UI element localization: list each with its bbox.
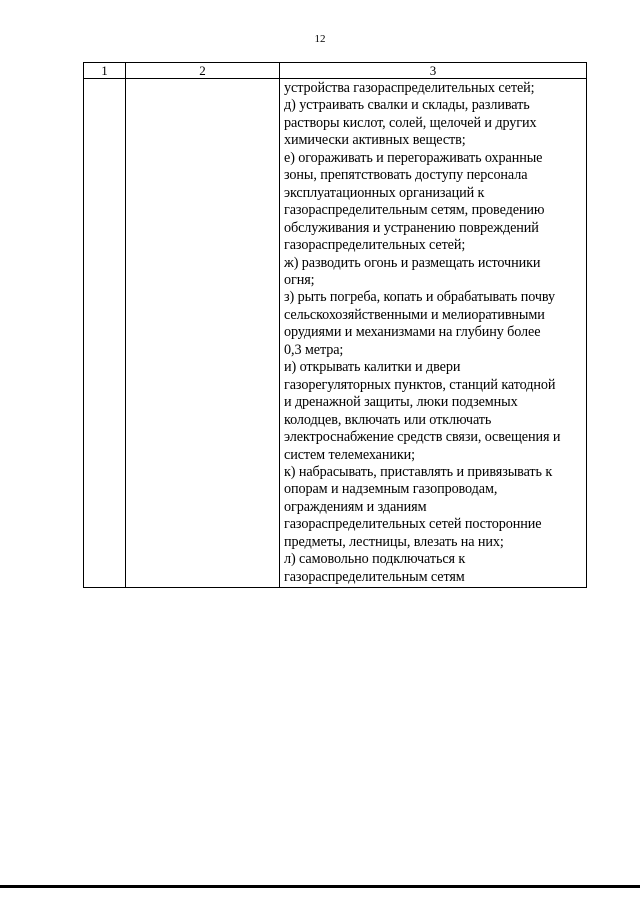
table-header-row <box>84 63 587 79</box>
text-line: зоны, препятствовать доступу персонала <box>284 167 528 184</box>
table-row <box>84 79 587 588</box>
text-line: устройства газораспределительных сетей; <box>284 80 535 96</box>
text-line: предметы, лестницы, влезать на них; <box>284 533 504 550</box>
text-line: орудиями и механизмами на глубину более <box>284 324 541 341</box>
table-cell-col1 <box>84 79 126 588</box>
text-line: огня; <box>284 271 315 288</box>
table-cell-col3 <box>280 79 587 588</box>
table-cell-col2 <box>126 79 280 588</box>
text-line: д) устраивать свалки и склады, разливать <box>284 97 530 114</box>
column-header-1: 1 <box>84 63 126 79</box>
page-number: 12 <box>314 33 326 45</box>
text-line: колодцев, включать или отключать <box>284 411 492 428</box>
text-line: ограждениям и зданиям <box>284 498 427 515</box>
text-line: обслуживания и устранению повреждений <box>284 219 539 236</box>
text-line: к) набрасывать, приставлять и привязывать к <box>284 463 553 480</box>
text-line: 0,3 метра; <box>284 341 344 358</box>
text-line: ж) разводить огонь и размещать источники <box>284 254 541 271</box>
text-line: газораспределительных сетей посторонние <box>284 516 542 533</box>
text-line: л) самовольно подключаться к <box>284 551 466 568</box>
text-line: и) открывать калитки и двери <box>284 359 461 376</box>
text-line: е) огораживать и перегораживать охранные <box>284 149 543 166</box>
text-line: з) рыть погреба, копать и обрабатывать почву <box>284 289 555 306</box>
bottom-border-line <box>0 885 640 888</box>
text-line: газораспределительных сетей; <box>284 237 466 254</box>
text-line: химически активных веществ; <box>284 132 466 149</box>
text-line: и дренажной защиты, люки подземных <box>284 394 518 411</box>
text-line: газорегуляторных пунктов, станций катодной <box>284 376 556 393</box>
column-header-2: 2 <box>126 63 280 79</box>
text-line: электроснабжение средств связи, освещения и <box>284 429 561 446</box>
text-line: газораспределительным сетям, проведению <box>284 202 545 219</box>
text-line: сельскохозяйственными и мелиоративными <box>284 306 545 323</box>
prohibitions-text <box>280 79 586 586</box>
text-line: опорам и надземным газопроводам, <box>284 481 498 498</box>
text-line: эксплуатационных организаций к <box>284 184 485 201</box>
text-line: систем телемеханики; <box>284 446 415 463</box>
text-line: растворы кислот, солей, щелочей и других <box>284 114 537 131</box>
column-header-3: 3 <box>280 63 587 79</box>
text-line: газораспределительным сетям <box>284 568 465 585</box>
document-table <box>83 62 587 588</box>
